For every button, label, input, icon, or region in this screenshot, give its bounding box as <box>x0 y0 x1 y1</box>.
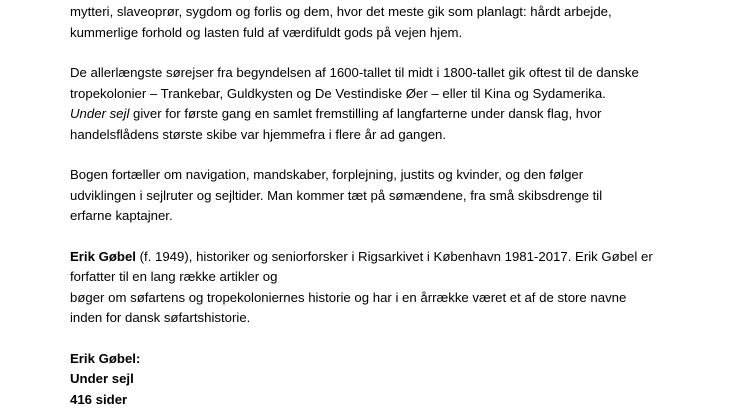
colophon-author: Erik Gøbel: <box>70 350 141 366</box>
text-line: bøger om søfartens og tropekoloniernes historie og har i en årrække været et af de store navne <box>70 289 627 305</box>
author-name-bold: Erik Gøbel <box>70 248 136 264</box>
colophon-title: Under sejl <box>70 371 134 386</box>
text-line: tropekolonier – Trankebar, Guldkysten og De Vestindiske Øer – eller til Kina og Sydamerika. <box>70 85 606 101</box>
text-line <box>70 247 730 268</box>
text-line: forfatter til en lang række artikler og <box>70 269 278 284</box>
text-line: Bogen fortæller om navigation, mandskaber, forplejning, justits og kvinder, og den følger <box>70 167 584 182</box>
text-line: inden for dansk søfartshistorie. <box>70 310 251 325</box>
book-title-italic: Under sejl <box>70 106 130 121</box>
text-line: De allerlængste sørejser fra begyndelsen af 1600-tallet til midt i 1800-tallet gik oftest til de danske <box>70 65 639 80</box>
text-line: kummerlige forhold og lasten fuld af værdifuldt gods på vejen hjem. <box>70 24 463 40</box>
text-line: handelsflådens største skibe var hjemmefra i flere år ad gangen. <box>70 126 447 142</box>
text-line <box>70 104 730 125</box>
paragraph-longest-voyages <box>70 63 730 145</box>
text-segment: (f. 1949), historiker og seniorforsker i Rigsarkivet i København 1981-2017. Erik Gøbel er <box>135 248 653 264</box>
paragraph-author-bio <box>70 247 730 329</box>
colophon <box>70 349 730 411</box>
text-segment: giver for første gang en samlet fremstilling af langfarterne under dansk flag, hvor <box>129 106 602 121</box>
paragraph-book-contents <box>70 165 730 227</box>
text-line: udviklingen i sejlruter og sejltider. Man kommer tæt på sømændene, fra små skibsdrenge til <box>70 187 603 203</box>
text-line: mytteri, slaveoprør, sygdom og forlis og dem, hvor det meste gik som planlagt: hårdt arbejde, <box>70 4 612 19</box>
document-page <box>70 0 730 410</box>
text-line: erfarne kaptajner. <box>70 208 173 223</box>
colophon-pages: 416 sider <box>70 391 128 407</box>
paragraph-voyages-summary <box>70 2 730 43</box>
